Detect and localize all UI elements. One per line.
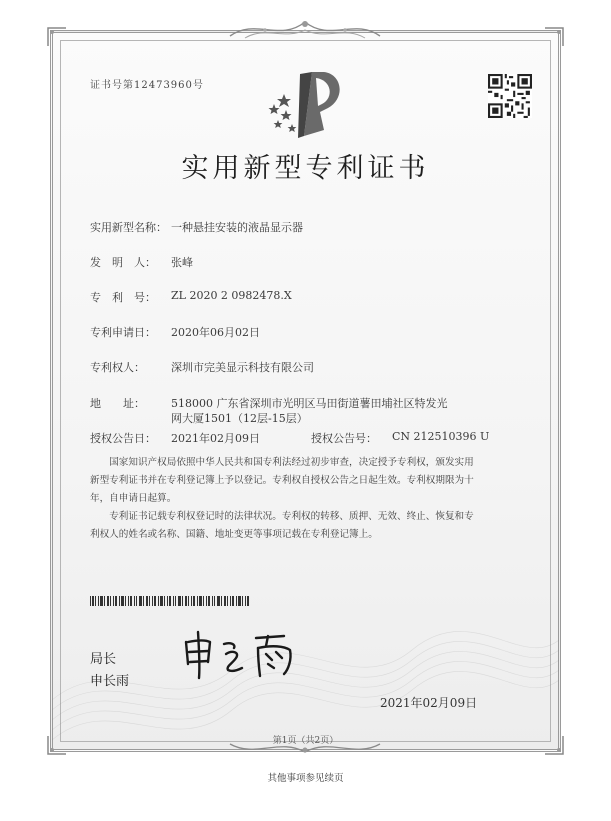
page-number: 第1页（共2页） <box>272 736 339 746</box>
patent-emblem-icon <box>262 64 352 144</box>
grant-announce-date: 2021年02月09日 <box>171 432 260 445</box>
corner-ornament-icon <box>543 26 565 48</box>
patentee: 深圳市完美显示科技有限公司 <box>171 361 314 374</box>
filing-date: 2020年06月02日 <box>171 326 260 339</box>
body-line: 专利证书记载专利权登记时的法律状况。专利权的转移、质押、无效、终止、恢复和专 <box>109 511 474 522</box>
body-paragraph-2 <box>90 508 530 544</box>
body-line: 年，自申请日起算。 <box>90 493 177 504</box>
signatory-title: 局长 <box>90 652 117 667</box>
patent-number-label: 专 利 号： <box>90 291 156 304</box>
grant-announce-no: CN 212510396 U <box>392 430 490 443</box>
patentee-label: 专利权人： <box>90 361 145 374</box>
issue-date: 2021年02月09日 <box>380 696 478 710</box>
utility-model-name: 一种悬挂安装的液晶显示器 <box>171 221 303 234</box>
body-line: 新型专利证书并在专利登记簿上予以登记。专利权自授权公告之日起生效。专利权期限为十 <box>90 475 474 486</box>
inventor: 张峰 <box>171 256 193 269</box>
address-label: 地 址： <box>90 397 145 410</box>
corner-ornament-icon <box>46 26 68 48</box>
handwritten-signature-icon <box>180 628 320 680</box>
signatory-name: 申长雨 <box>90 674 130 689</box>
patent-number: ZL 2020 2 0982478.X <box>171 289 292 302</box>
body-paragraph-1 <box>90 454 530 508</box>
footer-note: 其他事项参见续页 <box>267 773 344 784</box>
top-ornament-icon <box>225 14 385 44</box>
grant-announce-date-label: 授权公告日： <box>90 432 156 445</box>
address-line-1: 518000 广东省深圳市光明区马田街道薯田埔社区特发光 <box>171 397 448 410</box>
inventor-label: 发 明 人： <box>90 256 156 269</box>
qr-code-icon <box>488 74 532 118</box>
certificate-number: 证书号第12473960号 <box>90 80 204 91</box>
filing-date-label: 专利申请日： <box>90 326 156 339</box>
body-line: 利权人的姓名或名称、国籍、地址变更等事项记载在专利登记簿上。 <box>90 529 378 540</box>
body-line: 国家知识产权局依照中华人民共和国专利法经过初步审查，决定授予专利权，颁发实用 <box>109 457 474 468</box>
certificate-title: 实用新型专利证书 <box>181 153 430 184</box>
utility-model-name-label: 实用新型名称： <box>90 221 167 234</box>
grant-announce-no-label: 授权公告号： <box>311 432 377 445</box>
address-line-2: 网大厦1501（12层-15层） <box>171 412 308 425</box>
